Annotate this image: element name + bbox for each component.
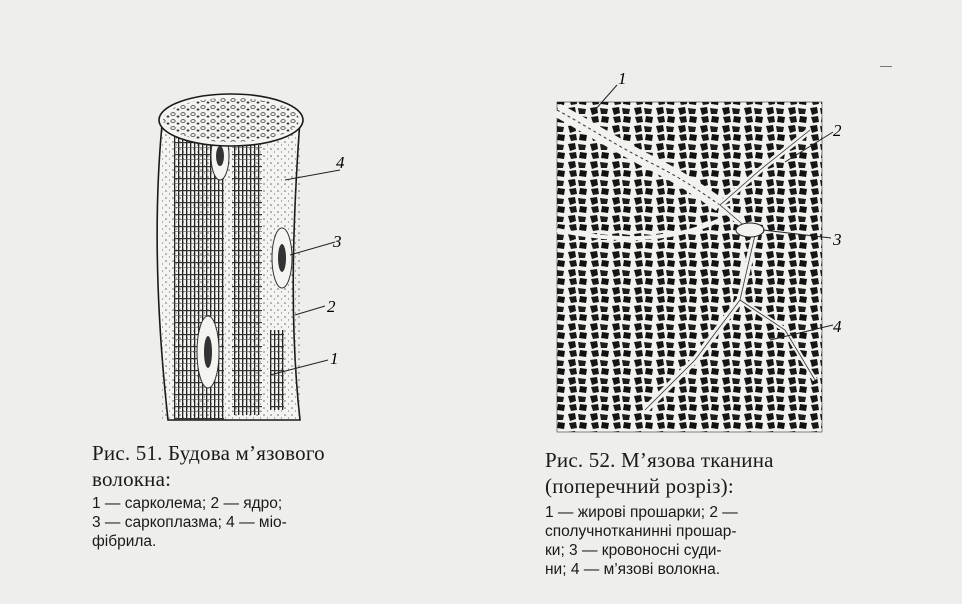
- myofibril-band: [270, 330, 284, 410]
- legend-line: ни; 4 — м’язові волокна.: [545, 561, 721, 578]
- legend-line: сполучнотканинні прошар-: [545, 523, 737, 540]
- legend-line: фібрила.: [92, 533, 157, 550]
- muscle-tissue-cross-section: [545, 70, 845, 440]
- scan-mark: [880, 66, 892, 67]
- legend-line: 3 — саркоплазма; 4 — міо-: [92, 514, 287, 531]
- legend-line: 1 — жирові прошарки; 2 —: [545, 504, 738, 521]
- caption-title-line: (поперечний розріз):: [545, 474, 734, 498]
- figure-52-legend: [545, 503, 835, 579]
- callout-label-2: 2: [327, 297, 336, 316]
- callout-label-4: 4: [833, 317, 842, 336]
- nucleus-core: [204, 336, 212, 368]
- cross-section-texture: [163, 98, 299, 142]
- caption-title-line: Рис. 51. Будова м’язового: [92, 441, 325, 465]
- callout-label-1: 1: [618, 70, 627, 88]
- callout-label-2: 2: [833, 121, 842, 140]
- legend-line: ки; 3 — кровоносні суди-: [545, 542, 722, 559]
- legend-line: 1 — сарколема; 2 — ядро;: [92, 495, 283, 512]
- nucleus-core: [216, 146, 224, 166]
- callout-label-3: 3: [333, 232, 342, 251]
- figure-51-legend: [92, 494, 382, 551]
- callout-label-3: 3: [833, 230, 842, 249]
- callout-label-1: 1: [330, 349, 339, 368]
- nucleus-core: [278, 244, 286, 272]
- caption-title-line: Рис. 52. М’язова тканина: [545, 448, 774, 472]
- caption-title-line: волокна:: [92, 467, 172, 491]
- blood-vessel: [736, 223, 764, 237]
- figure-52-caption-title: [545, 447, 845, 499]
- callout-label-4: 4: [336, 153, 345, 172]
- figure-51-caption-title: [92, 440, 392, 492]
- myofibril-band: [232, 145, 262, 415]
- muscle-fiber-illustration: [150, 90, 350, 430]
